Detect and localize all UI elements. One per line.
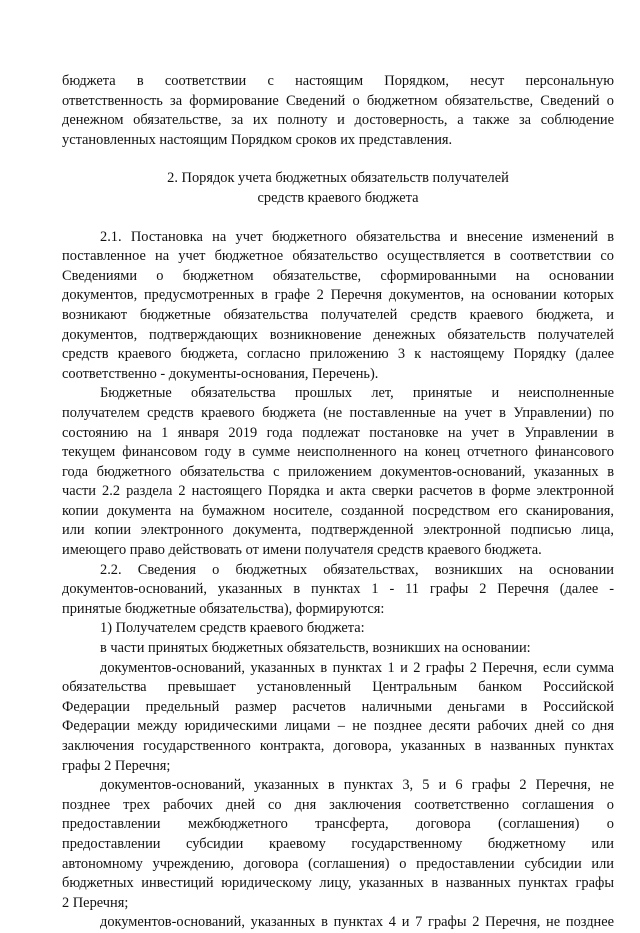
list-item-1: 1) Получателем средств краевого бюджета: xyxy=(100,620,365,637)
text-line: документов, подтверждающих возникновение денежных обязательств получателей xyxy=(62,326,614,343)
intro-paragraph xyxy=(62,72,614,150)
text-line: 2.1. Постановка на учет бюджетного обязательства и внесение изменений в xyxy=(100,228,614,245)
text-line: года бюджетного обязательства с приложением документов-оснований, указанных в xyxy=(62,463,614,480)
text-line: документов, предусмотренных в графе 2 Перечня документов, на основании которых xyxy=(62,287,614,304)
text-line: обязательства превышает установленный Центральным банком Российской xyxy=(62,679,614,696)
list-item-1-points-3-5-6 xyxy=(62,776,614,913)
text-line: поставленное на учет бюджетное обязательство осуществляется в соответствии со xyxy=(62,248,614,265)
section-heading xyxy=(62,169,614,208)
text-line: денежном обязательстве, за их полноту и достоверность, а также за соблюдение xyxy=(62,112,614,129)
text-line: текущем финансовом году в сумме неисполненного на конец отчетного финансового xyxy=(62,444,614,461)
text-line: бюджета в соответствии с настоящим Порядком, несут персональную xyxy=(62,73,614,89)
paragraph-2-1 xyxy=(62,228,614,385)
text-line: соответственно - документы-основания, Перечень). xyxy=(62,365,379,382)
text-line: документов-оснований, указанных в пунктах 1 и 2 графы 2 Перечня, если сумма xyxy=(100,659,614,676)
text-line: средств краевого бюджета, согласно приложению 3 к настоящему Порядку (далее xyxy=(62,346,614,363)
list-item-1-points-4-7: документов-оснований, указанных в пунктах 4 и 7 графы 2 Перечня, не позднее xyxy=(100,914,614,931)
section-heading-line-2: средств краевого бюджета xyxy=(257,189,419,206)
text-line: 2.2. Сведения о бюджетных обязательствах, возникших на основании xyxy=(100,561,614,578)
text-line: Бюджетные обязательства прошлых лет, принятые и неисполненные xyxy=(100,385,614,402)
text-line: принятые бюджетные обязательства), формируются: xyxy=(62,600,385,617)
text-line: или копии электронного документа, подтвержденной электронной подписью лица, xyxy=(62,522,614,539)
text-line: предоставлении субсидии краевому государственному бюджетному или xyxy=(62,835,614,852)
text-line: Федерации между юридическими лицами – не позднее десяти рабочих дней со дня xyxy=(62,718,614,735)
text-line: имеющего право действовать от имени получателя средств краевого бюджета. xyxy=(62,542,542,559)
list-item-1-points-1-2 xyxy=(62,659,614,777)
text-line: заключения государственного контракта, договора, указанных в названных пунктах xyxy=(62,738,614,754)
paragraph-2-2 xyxy=(62,561,614,620)
text-line: позднее трех рабочих дней со дня заключения соответственно соглашения о xyxy=(62,796,614,813)
text-line: получателем средств краевого бюджета (не поставленные на учет в Управлении) по xyxy=(62,404,614,421)
text-line: состоянию на 1 января 2019 года подлежат постановке на учет в Управлении в xyxy=(62,424,614,441)
text-line: бюджетных инвестиций юридическому лицу, указанных в названных пунктах графы xyxy=(62,875,614,892)
text-line: предоставлении межбюджетного трансферта, договора (соглашения) о xyxy=(62,816,614,833)
paragraph-2-1-prior-years xyxy=(62,384,614,560)
text-line: графы 2 Перечня; xyxy=(62,757,171,774)
text-line: установленных настоящим Порядком сроков их представления. xyxy=(62,131,453,148)
list-item-1-intro: в части принятых бюджетных обязательств, возникших на основании: xyxy=(100,640,531,657)
text-line: Федерации предельный размер расчетов наличными деньгами в Российской xyxy=(62,698,614,715)
text-line: документов-оснований, указанных в пунктах 3, 5 и 6 графы 2 Перечня, не xyxy=(100,777,614,794)
text-line: возникают бюджетные обязательства получателей средств краевого бюджета, и xyxy=(62,306,614,323)
text-line: автономному учреждению, договора (соглашения) о предоставлении субсидии или xyxy=(62,855,614,872)
text-line: части 2.2 раздела 2 настоящего Порядка и акта сверки расчетов в форме электронной xyxy=(62,483,614,500)
text-line: 2 Перечня; xyxy=(62,894,129,911)
text-line: Сведениями о бюджетном обязательстве, сформированными на основании xyxy=(62,267,614,284)
text-line: копии документа на бумажном носителе, созданной посредством его сканирования, xyxy=(62,502,614,519)
text-line: документов-оснований, указанных в пунктах 1 - 11 графы 2 Перечня (далее - xyxy=(62,581,614,598)
section-heading-line-1: 2. Порядок учета бюджетных обязательств получателей xyxy=(167,170,509,187)
text-line: ответственность за формирование Сведений о бюджетном обязательстве, Сведений о xyxy=(62,92,614,109)
